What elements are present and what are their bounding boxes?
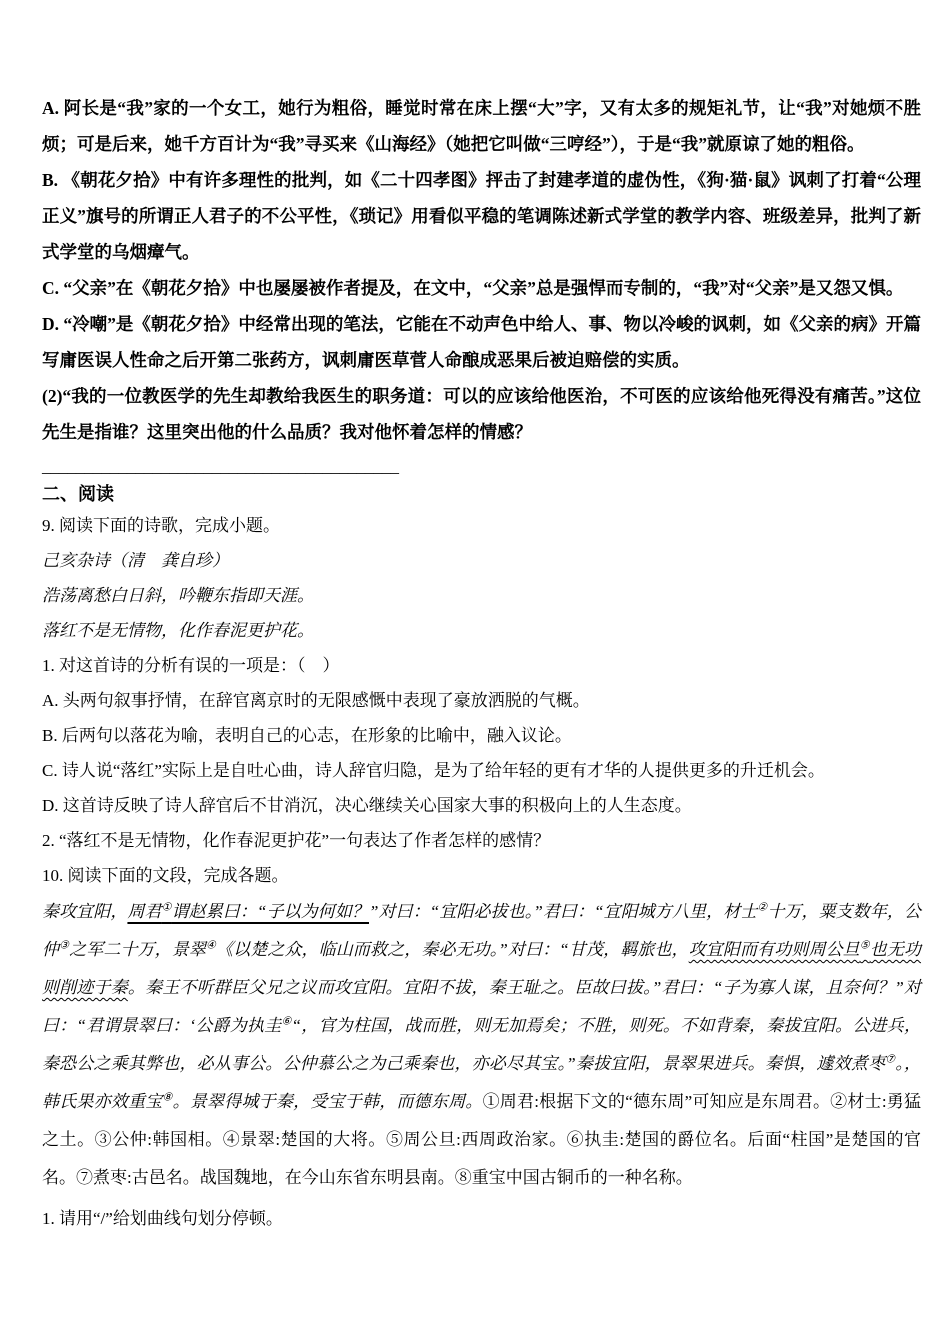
passage-segment: 谓赵累曰：“子以为何如？ <box>171 902 369 921</box>
option-b: B. 《朝花夕拾》中有许多理性的批判，如《二十四孝图》抨击了封建孝道的虚伪性，《狗·猫·鼠》讽刺了打着“公理正义”旗号的所谓正人君子的不公平性，《琐记》用看似平稳的笔调陈述新式学堂的教学内容、班级差异，批判了新式学堂的乌烟瘴气。 <box>42 170 921 262</box>
footnote-marker-4: ④ <box>206 939 216 952</box>
footnote-marker-1: ① <box>161 901 172 914</box>
q9-sub2: 2. “落红不是无情物，化作春泥更护花”一句表达了作者怎样的感情？ <box>42 831 551 850</box>
q10-intro: 10. 阅读下面的文段，完成各题。 <box>42 866 289 885</box>
passage-segment: 《以楚之众，临山而救之，秦必无功。”对曰：“甘茂，羁旅也， <box>216 940 689 959</box>
passage-segment: 攻宜阳而有功则周公旦 <box>688 940 860 959</box>
footnote-marker-3: ③ <box>59 939 70 952</box>
footnote-marker-8: ⑧ <box>162 1091 173 1104</box>
footnote-marker-6: ⑥ <box>281 1015 292 1028</box>
passage-segment: 也无功则削迹于秦 <box>42 940 922 997</box>
option-c: C. “父亲”在《朝花夕拾》中也屡屡被作者提及，在文中，“父亲”总是强悍而专制的，“我”对“父亲”是又怨又惧。 <box>42 278 904 298</box>
q9-sub1-option-a: A. 头两句叙事抒情，在辞官离京时的无限感慨中表现了豪放洒脱的气概。 <box>42 691 590 710</box>
footnote-marker-7: ⑦ <box>885 1053 896 1066</box>
passage-segment: 十万，粟支数年，公仲 <box>42 902 922 959</box>
q9-intro: 9. 阅读下面的诗歌，完成小题。 <box>42 516 280 535</box>
answer-blank-line: __________________________________________ <box>42 457 399 476</box>
q9-sub1-option-d: D. 这首诗反映了诗人辞官后不甘消沉，决心继续关心国家大事的积极向上的人生态度。 <box>42 796 692 815</box>
section-header-reading: 二、阅读 <box>42 484 114 504</box>
footnote-marker-2: ② <box>757 901 768 914</box>
q9-sub1-option-c: C. 诗人说“落红”实际上是自吐心曲，诗人辞官归隐，是为了给年轻的更有才华的人提供更多的升迁机会。 <box>42 761 825 780</box>
passage-segment: 。，韩氏果亦效重宝 <box>42 1054 922 1111</box>
poem-title: 己亥杂诗（清 龚自珍） <box>42 551 229 570</box>
q10-passage <box>42 893 921 1197</box>
option-d: D. “冷嘲”是《朝花夕拾》中经常出现的笔法，它能在不动声色中给人、事、物以冷峻的讽刺，如《父亲的病》开篇写庸医误人性命之后开第二张药方，讽刺庸医草菅人命酿成恶果后被迫赔偿的实质。 <box>42 314 921 370</box>
poem-line-2: 落红不是无情物，化作春泥更护花。 <box>42 621 314 640</box>
passage-segment: 。秦王不听群臣父兄之议而攻宜阳。宜阳不拔，秦王耻之。臣故曰拔。”君曰：“子为寡人谋，且奈何？”对曰：“君谓景翠曰：‘公爵为执圭 <box>42 978 921 1035</box>
passage-segment: 周君 <box>127 902 162 921</box>
passage-underlined-straight <box>127 902 369 921</box>
passage-segment: “，官为柱国，战而胜，则无加焉矣；不胜，则死。不如背秦，秦拔宜阳。公进兵，秦恐公之乘其弊也，必从事公。公仲慕公之为己乘秦也，亦必尽其宝。”秦拔宜阳，景翠果进兵。秦惧，遽效煮枣 <box>42 1016 921 1073</box>
passage-segment: 之军二十万，景翠 <box>69 940 207 959</box>
passage-segment: ”对曰：“宜阳必拔也。”君曰：“宜阳城方八里，材士 <box>369 902 758 921</box>
passage-annotations: ①周君:根据下文的“德东周”可知应是东周君。②材士:勇猛之土。③公仲:韩国相。④景翠:楚国的大将。⑤周公旦:西周政治家。⑥执圭:楚国的爵位名。后面“柱国”是楚国的官名。⑦煮枣:古邑名。战国魏地，在今山东省东明县南。⑧重宝中国古铜币的一种名称。 <box>42 1092 921 1187</box>
poem-line-1: 浩荡离愁白日斜，吟鞭东指即天涯。 <box>42 586 314 605</box>
question-2: (2)“我的一位教医学的先生却教给我医生的职务道：可以的应该给他医治，不可医的应该给他死得没有痛苦。”这位先生是指谁？这里突出他的什么品质？我对他怀着怎样的情感？ <box>42 386 921 442</box>
q9-sub1: 1. 对这首诗的分析有误的一项是：（ ） <box>42 656 340 675</box>
passage-segment: 。景翠得城于秦，受宝于韩，而德东周。 <box>172 1092 483 1111</box>
passage-segment: 秦攻宜阳， <box>42 902 128 921</box>
option-a: A. 阿长是“我”家的一个女工，她行为粗俗，睡觉时常在床上摆“大”字，又有太多的规矩礼节，让“我”对她烦不胜烦；可是后来，她千方百计为“我”寻买来《山海经》（她把它叫做“三哼经”），于是“我”就原谅了她的粗俗。 <box>42 98 921 154</box>
q10-sub1: 1. 请用“/”给划曲线句划分停顿。 <box>42 1209 283 1228</box>
footnote-marker-5: ⑤ <box>859 939 870 952</box>
q9-sub1-option-b: B. 后两句以落花为喻，表明自己的心志，在形象的比喻中，融入议论。 <box>42 726 572 745</box>
